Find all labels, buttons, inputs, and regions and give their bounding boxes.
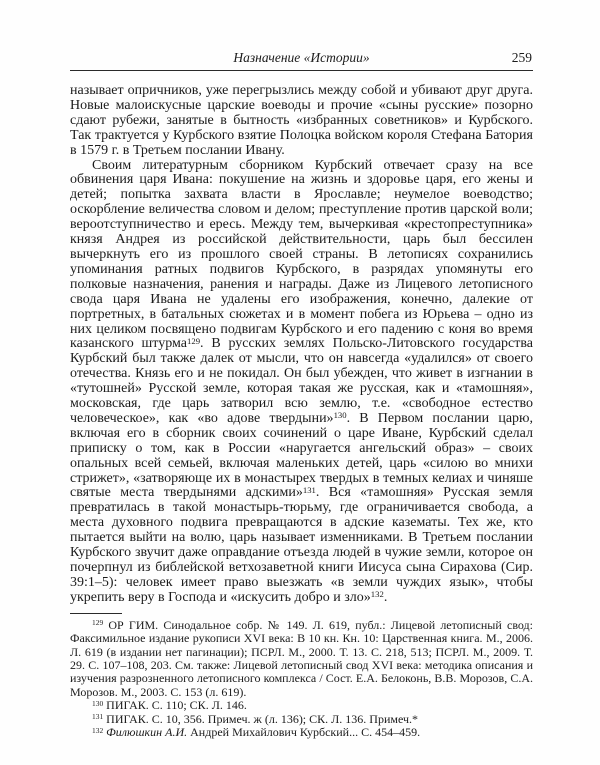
footnote-ref: 131 <box>302 484 316 495</box>
footnote-ref: 129 <box>187 335 201 346</box>
paragraph <box>70 159 533 606</box>
footnote-separator <box>70 613 122 614</box>
footnote <box>70 619 533 699</box>
text-segment: Своим литературным сборником Курбский отвечает сразу на все обвинения царя Ивана: покушение на жизнь и здоровье царя, его жены и детей; попытка захвата власти в Ярославле; неумелое воеводство; оскорбление величества словом и делом; преступление против царской воли; вероотступничество и ересь. Между тем, вычеркивая «крестопреступника» князя Андрея из российской действительности, царь был бессилен вычеркнуть его из прошлого своей страны. В летописях сохранились упоминания ратных подвигов Курбского, в разрядах упомянуты его полковые назначения, ранения и награды. Даже из Лицевого летописного свода царя Ивана не удалены его изображения, конечно, далекие от портретных, в батальных сюжетах и в момент побега из Юрьева – одно из них целиком посвящено подвигам Курбского и его падению с коня во время казанского штурма <box>70 157 533 352</box>
body-text <box>70 84 533 606</box>
footnote-ref: 129 <box>92 618 104 628</box>
text-block <box>70 50 533 739</box>
footnote-ref: 132 <box>92 725 104 735</box>
text-segment: называет опричников, уже перегрызлись между собой и убивают друг друга. Новые малоискусные царские воеводы и прочие «сыны русские» позорно сдают рубежи, занятые в бытность «избранных советников» и Курбского. Так трактуется у Курбского взятие Полоцка войском короля Стефана Батория в 1579 г. в Третьем послании Ивану. <box>70 83 533 158</box>
footnote-ref: 132 <box>370 588 384 599</box>
footnote-ref: 130 <box>92 698 104 708</box>
footnote <box>70 726 533 739</box>
footnote <box>70 713 533 726</box>
footnotes <box>70 619 533 740</box>
running-title: Назначение «Истории» <box>233 50 370 65</box>
running-header <box>70 50 533 66</box>
italic-text: Филюшкин А.И. <box>103 724 188 739</box>
text-segment: . Вся «тамошняя» Русская земля превратилась в такой монастырь-тюрьму, где ограничивается свобода, а места духовного подвига превращаются в адские казематы. Тех же, кто пытается выйти на волю, царь называет изменниками. В Третьем послании Курбского звучит даже оправдание отъезда людей в чужие земли, которое он почерпнул из библейской ветхозаветной книги Иисуса сына Сирахова (Сир. 39:1–5): человек имеет право выезжать «в земли чуждих язык», чтобы укрепить веру в Господа и «искусить добро и зло» <box>70 485 533 605</box>
text-segment: ПИГАК. С. 10, 356. Примеч. ж (л. 136); СК. Л. 136. Примеч.* <box>103 711 419 726</box>
text-segment: Андрей Михайлович Курбский... С. 454–459. <box>187 724 421 739</box>
footnote <box>70 699 533 712</box>
text-segment: . <box>383 589 388 605</box>
page-number: 259 <box>511 50 532 65</box>
footnote-ref: 130 <box>333 410 347 421</box>
paragraph <box>70 84 533 159</box>
text-segment: ПИГАК. С. 110; СК. Л. 146. <box>103 698 247 713</box>
text-segment: ОР ГИМ. Синодальное собр. № 149. Л. 619, публ.: Лицевой летописный свод: Факсимильное издание рукописи XVI века: В 10 кн. Кн. 10: Царственная книга. М., 2006. Л. 619 (в издании нет пагинации); ПСРЛ. М., 2000. Т. 13. С. 218, 513; ПСРЛ. М., 2009. Т. 29. С. 107–108, 203. См. также: Лицевой летописный свод XVI века: методика описания и изучения разрозненного летописного комплекса / Сост. Е.А. Белоконь, В.В. Морозов, С.А. Морозов. М., 2003. С. 153 (л. 619). <box>70 617 533 699</box>
footnote-ref: 131 <box>92 712 104 722</box>
text-segment: . В русских землях Польско-Литовского государства Курбский был также далек от мысли, что он навсегда «удалился» от своего отечества. Князь его и не покидал. Он был убежден, что живет в изгнании в «тутошней» Русской земле, которая такая же русская, как и «тамошняя», московская, где царь затворил всю землю, т.е. «свободное естество человеческое», как «во адове твердыни» <box>70 336 534 426</box>
text-segment: . В Первом послании царю, включая его в сборник своих сочинений о царе Иване, Курбский сделал приписку о том, как в России «наругается ангельский образ» – своих опальных всей семьей, включая маленьких детей, царь «силою во мнихи стрижет», «затворяюще их в монастырех твердых в темных келиах и чиняше святые места твердынями адскими» <box>70 410 533 501</box>
header-rule <box>70 70 533 71</box>
